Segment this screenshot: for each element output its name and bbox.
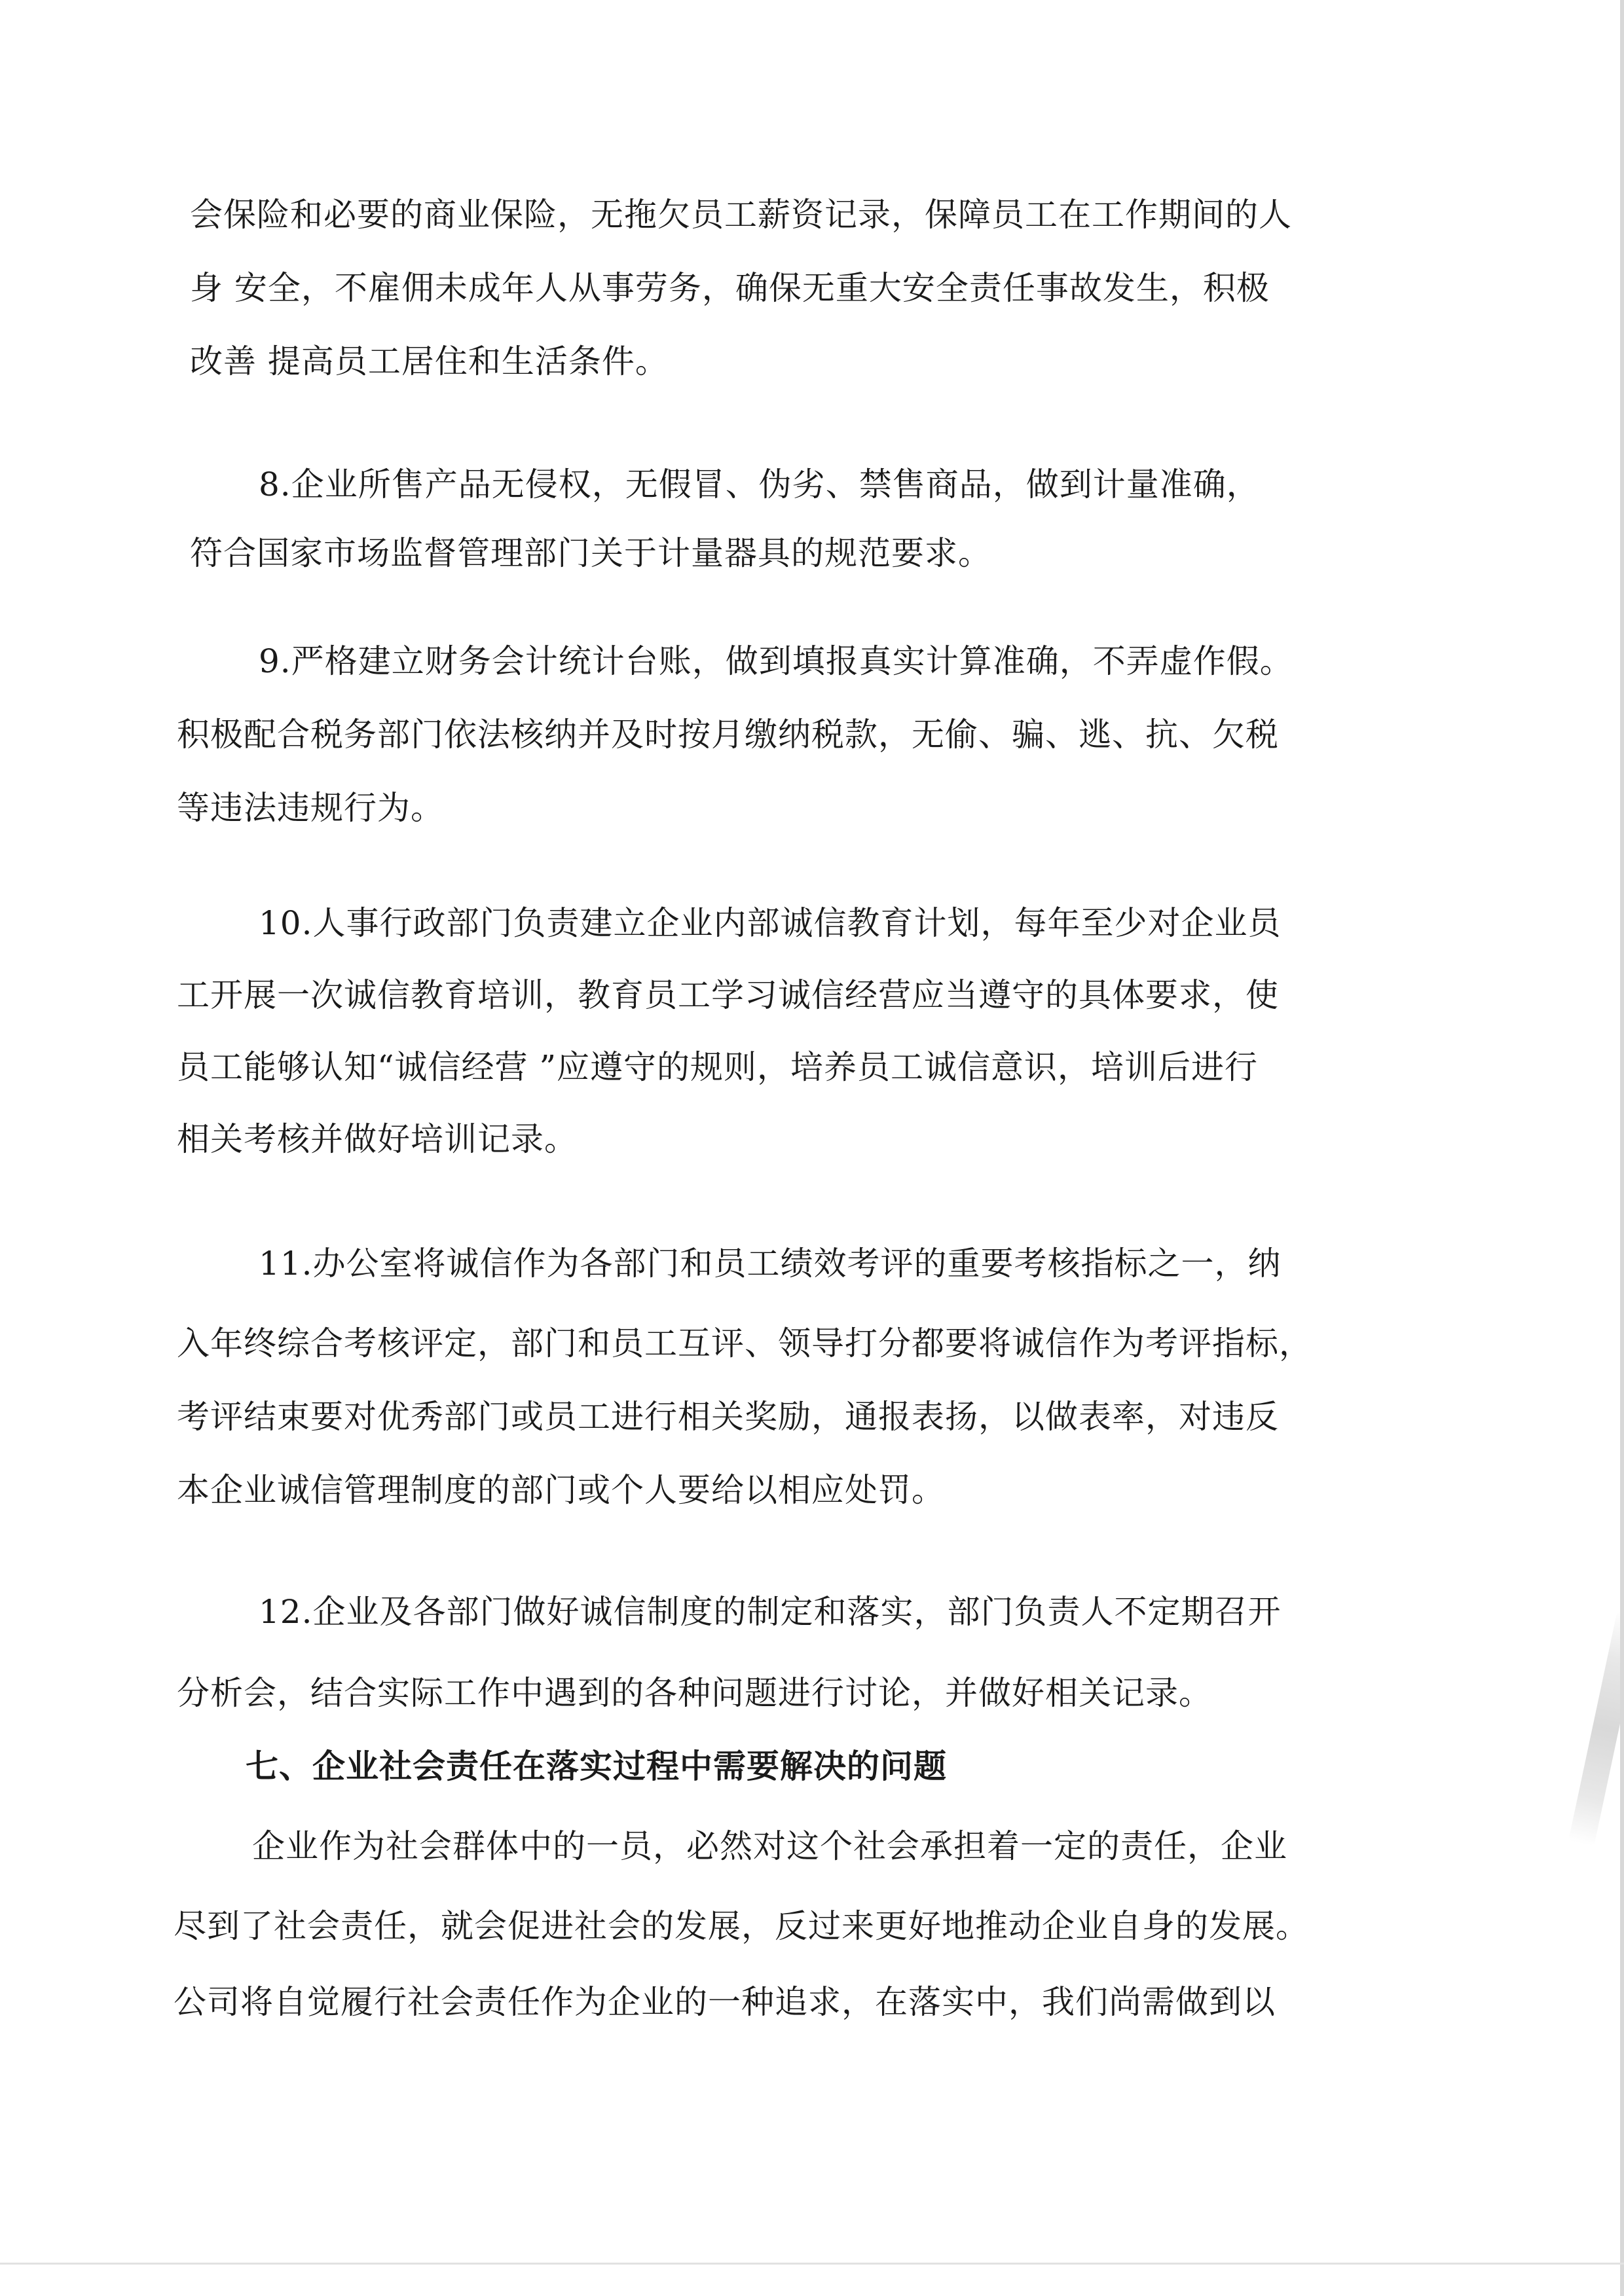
text-line: 12.企业及各部门做好诚信制度的制定和落实，部门负责人不定期召开: [259, 1593, 1282, 1631]
text-line: 本企业诚信管理制度的部门或个人要给以相应处罚。: [177, 1471, 945, 1509]
text-line: 等违法违规行为。: [177, 789, 444, 827]
text-line: 企业作为社会群体中的一员，必然对这个社会承担着一定的责任，企业: [252, 1827, 1287, 1865]
seal-fragment-mark: [1568, 1611, 1624, 1846]
text-line: 积极配合税务部门依法核纳并及时按月缴纳税款，无偷、骗、逃、抗、欠税: [177, 716, 1279, 754]
text-line: 考评结束要对优秀部门或员工进行相关奖励，通报表扬，以做表率，对违反: [177, 1398, 1279, 1436]
text-line: 尽到了社会责任，就会促进社会的发展，反过来更好地推动企业自身的发展。: [174, 1907, 1309, 1945]
text-line: 公司将自觉履行社会责任作为企业的一种追求，在落实中，我们尚需做到以: [174, 1983, 1276, 2021]
text-line: 9.严格建立财务会计统计台账，做到填报真实计算准确，不弄虚作假。: [259, 642, 1293, 680]
text-line: 会保险和必要的商业保险，无拖欠员工薪资记录，保障员工在工作期间的人: [190, 196, 1292, 234]
text-line: 身 安全，不雇佣未成年人从事劳务，确保无重大安全责任事故发生，积极: [190, 269, 1270, 307]
text-line: 符合国家市场监督管理部门关于计量器具的规范要求。: [190, 534, 991, 572]
text-line: 工开展一次诚信教育培训，教育员工学习诚信经营应当遵守的具体要求，使: [177, 976, 1279, 1014]
text-line: 分析会，结合实际工作中遇到的各种问题进行讨论，并做好相关记录。: [177, 1674, 1212, 1712]
text-line: 10.人事行政部门负责建立企业内部诚信教育计划，每年至少对企业员: [259, 904, 1282, 942]
scan-edge: [1620, 0, 1624, 2296]
section-heading: 七、企业社会责任在落实过程中需要解决的问题: [246, 1747, 947, 1785]
text-line: 8.企业所售产品无侵权，无假冒、伪劣、禁售商品，做到计量准确，: [259, 465, 1260, 503]
text-line: 相关考核并做好培训记录。: [177, 1120, 578, 1158]
text-line: 员工能够认知“诚信经营 ”应遵守的规则，培养员工诚信意识，培训后进行: [177, 1048, 1259, 1086]
text-line: 11.办公室将诚信作为各部门和员工绩效考评的重要考核指标之一，纳: [259, 1245, 1282, 1283]
text-line: 入年终综合考核评定，部门和员工互评、领导打分都要将诚信作为考评指标，: [177, 1324, 1312, 1362]
text-line: 改善 提高员工居住和生活条件。: [190, 342, 669, 380]
scan-edge: [0, 2263, 1624, 2265]
